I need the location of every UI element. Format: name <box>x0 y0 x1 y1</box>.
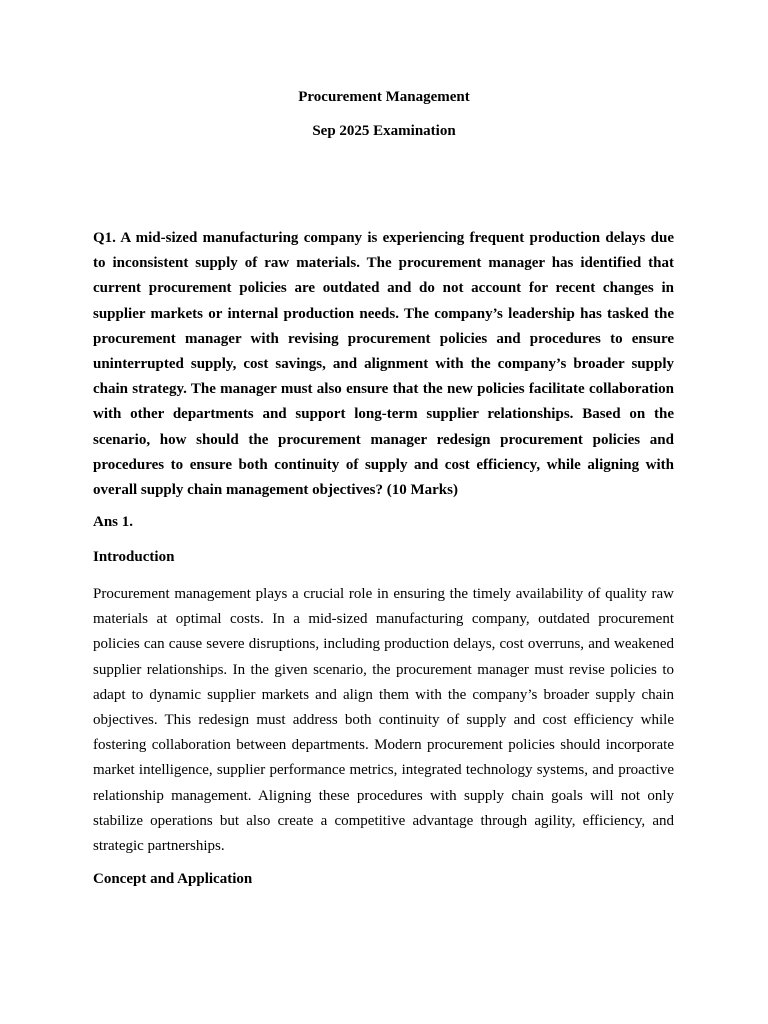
course-title: Procurement Management <box>298 89 470 105</box>
exam-session: Sep 2025 Examination <box>312 123 456 139</box>
concept-heading: Concept and Application <box>93 871 253 887</box>
answer-label: Ans 1. <box>93 514 134 530</box>
question-text: Q1. A mid-sized manufacturing company is experiencing frequent production delays due to inconsistent supply of raw materials. The procurement manager has identified that current procurement policies are outdated and do not account for recent changes in supplier markets or internal production needs. The company’s leadership has tasked the procurement manager with revising procurement policies and procedures to ensure uninterrupted supply, cost savings, and alignment with the company’s broader supply chain strategy. The manager must also ensure that the new policies facilitate collaboration with other departments and support long-term supplier relationships. Based on the scenario, how should the procurement manager redesign procurement policies and procedures to ensure both continuity of supply and cost efficiency, while aligning with overall supply chain management objectives? (10 Marks) <box>93 230 674 499</box>
introduction-heading: Introduction <box>93 549 175 565</box>
introduction-paragraph: Procurement management plays a crucial role in ensuring the timely availability of quality raw materials at optimal costs. In a mid-sized manufacturing company, outdated procurement policies can cause severe disruptions, including production delays, cost overruns, and weakened supplier relationships. In the given scenario, the procurement manager must revise policies to adapt to dynamic supplier markets and align them with the company’s broader supply chain objectives. This redesign must address both continuity of supply and cost efficiency while fostering collaboration between departments. Modern procurement policies should incorporate market intelligence, supplier performance metrics, integrated technology systems, and proactive relationship management. Aligning these procedures with supply chain goals will not only stabilize operations but also create a competitive advantage through agility, efficiency, and strategic partnerships. <box>93 586 674 855</box>
